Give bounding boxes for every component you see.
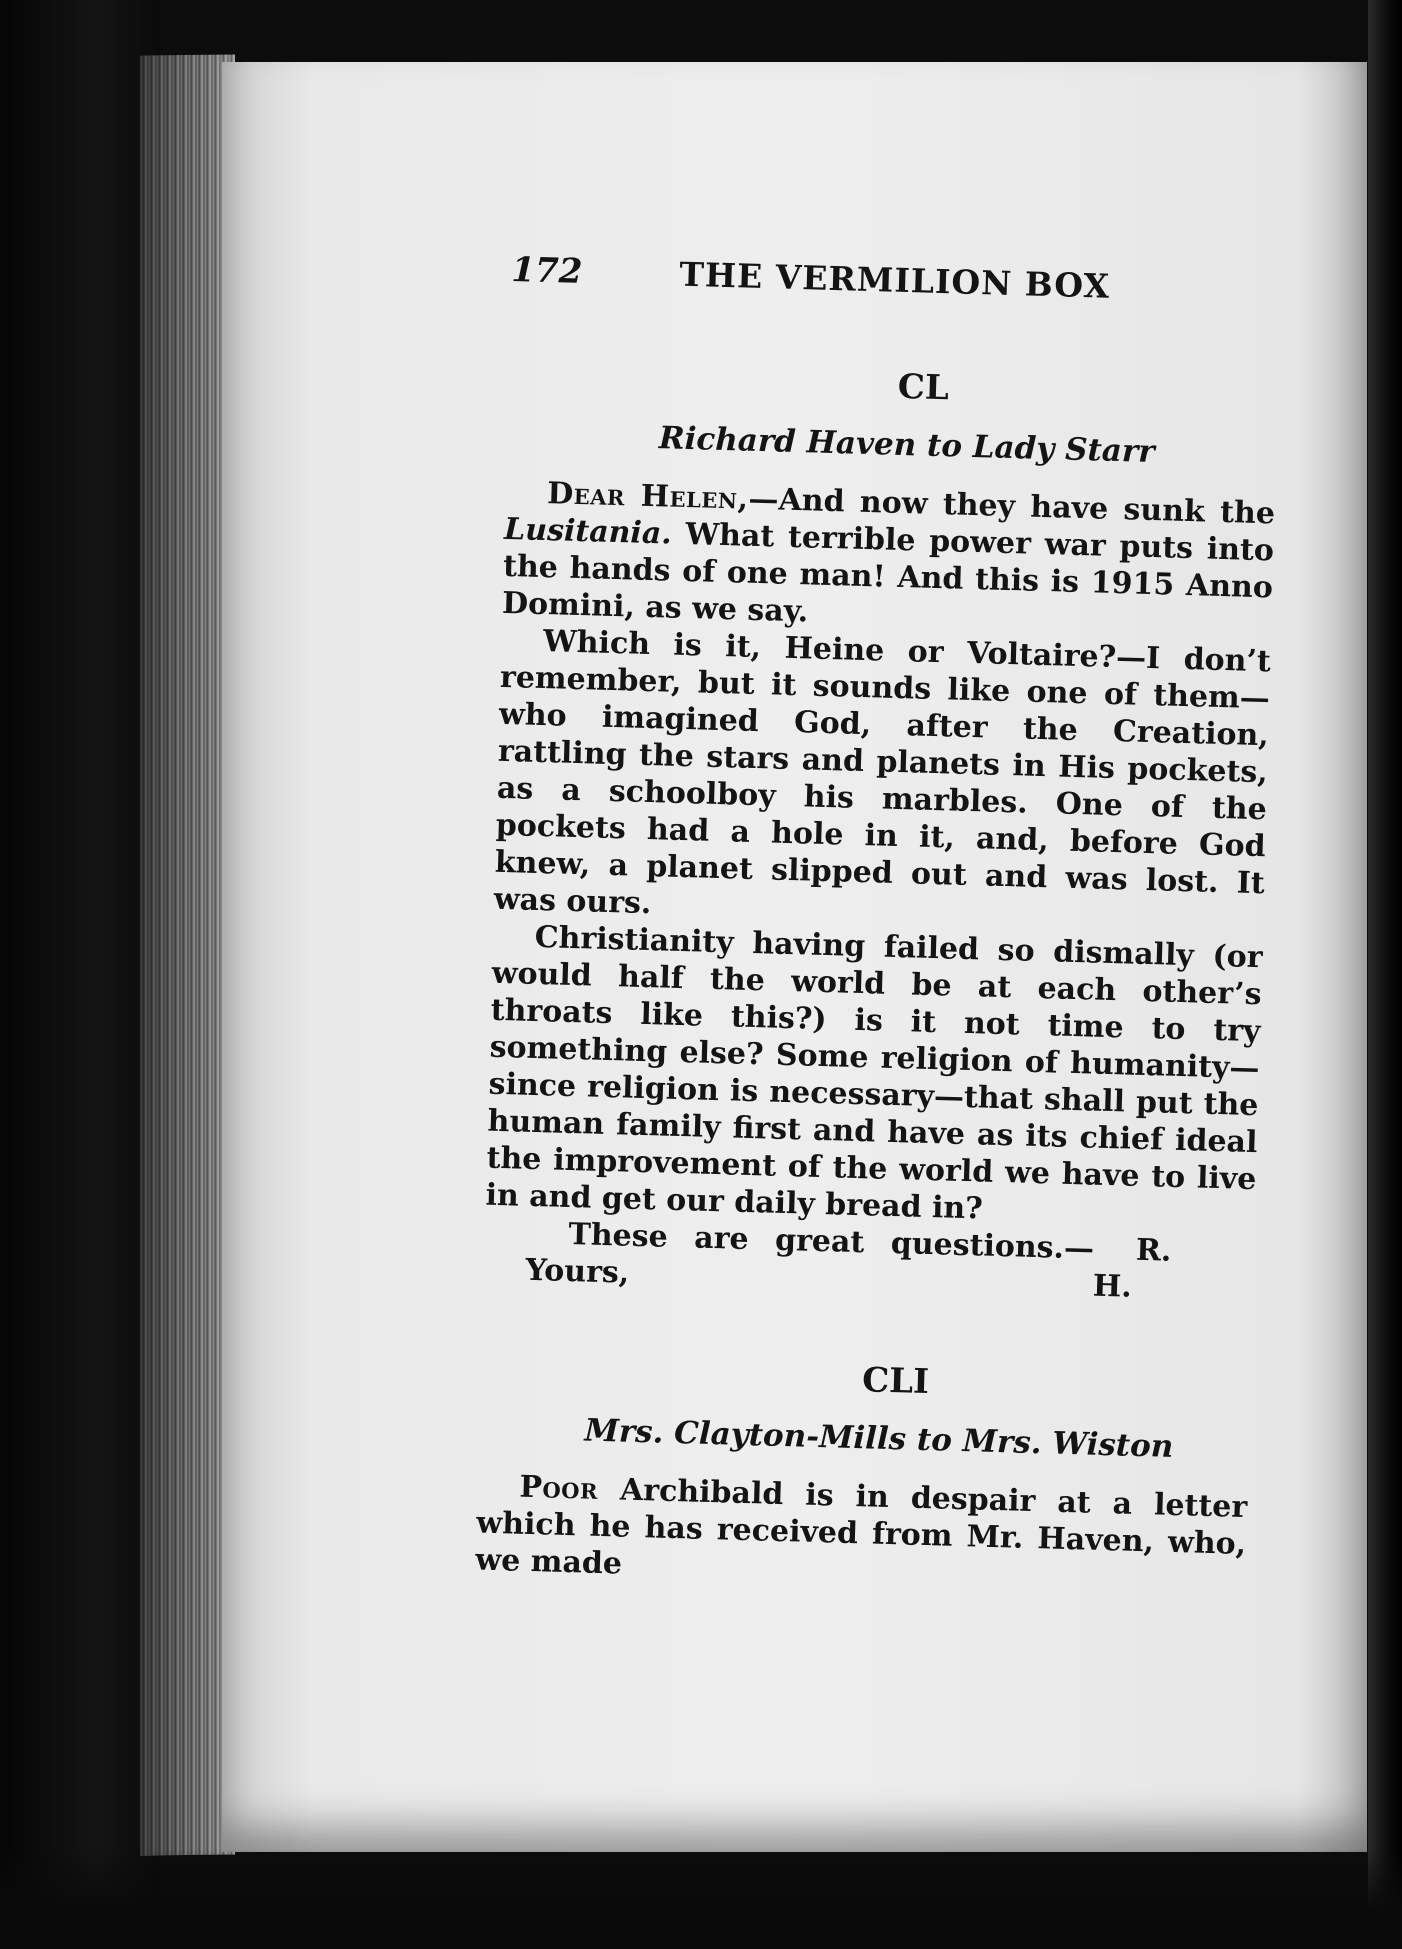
- dark-background: [0, 0, 160, 1949]
- paragraph: [502, 474, 1276, 643]
- paragraph-text: Archibald is in despair at a letter which he has received from Mr. Haven, who, we made: [474, 1471, 1248, 1582]
- bottom-shadow: [0, 1849, 1402, 1949]
- salutation: Dear Helen,: [546, 476, 750, 517]
- facing-page-edge: [1368, 0, 1402, 1949]
- paragraph-text: —And now they have sunk the: [748, 481, 1276, 532]
- opening-word: Poor: [518, 1469, 599, 1507]
- page-text-block: [475, 250, 1282, 1600]
- letter-number: CL: [897, 366, 950, 409]
- ship-name: Lusitania.: [503, 511, 673, 552]
- running-title: THE VERMILION BOX: [678, 254, 1111, 306]
- signature: R. H.: [1092, 1232, 1172, 1305]
- letter-number: CLI: [861, 1360, 930, 1403]
- paragraph: Which is it, Heine or Voltaire?—I don’t remember, but it sounds like one of them—who imagined God, after the Creation, rattling the stars and planets in His pockets, as a schoolboy his marbles. One of the pockets had a hole in it, and, before God knew, a planet slipped out and was lost. It was ours.: [493, 624, 1272, 922]
- page-number: 172: [510, 250, 583, 292]
- page-stack-shadow: [140, 55, 235, 1855]
- closing-text: These are great questions.—Yours,: [525, 1216, 1095, 1291]
- paragraph-text: What terrible power war puts into the hands of one man! And this is 1915 Anno Domini, as we say.: [501, 516, 1275, 630]
- letter-heading: Richard Haven to Lady Starr: [658, 420, 1156, 471]
- paragraph: [475, 1468, 1248, 1600]
- letter-heading: Mrs. Clayton-Mills to Mrs. Wiston: [584, 1412, 1174, 1465]
- paragraph: Christianity having failed so dismally (or would half the world be at each other’s throats like this?) is it not time to try something else? Some religion of humanity—since religion is necessary—that shall put the human family first and have as its chief ideal the improvement of the world we have to live in and get our daily bread in?: [485, 919, 1264, 1227]
